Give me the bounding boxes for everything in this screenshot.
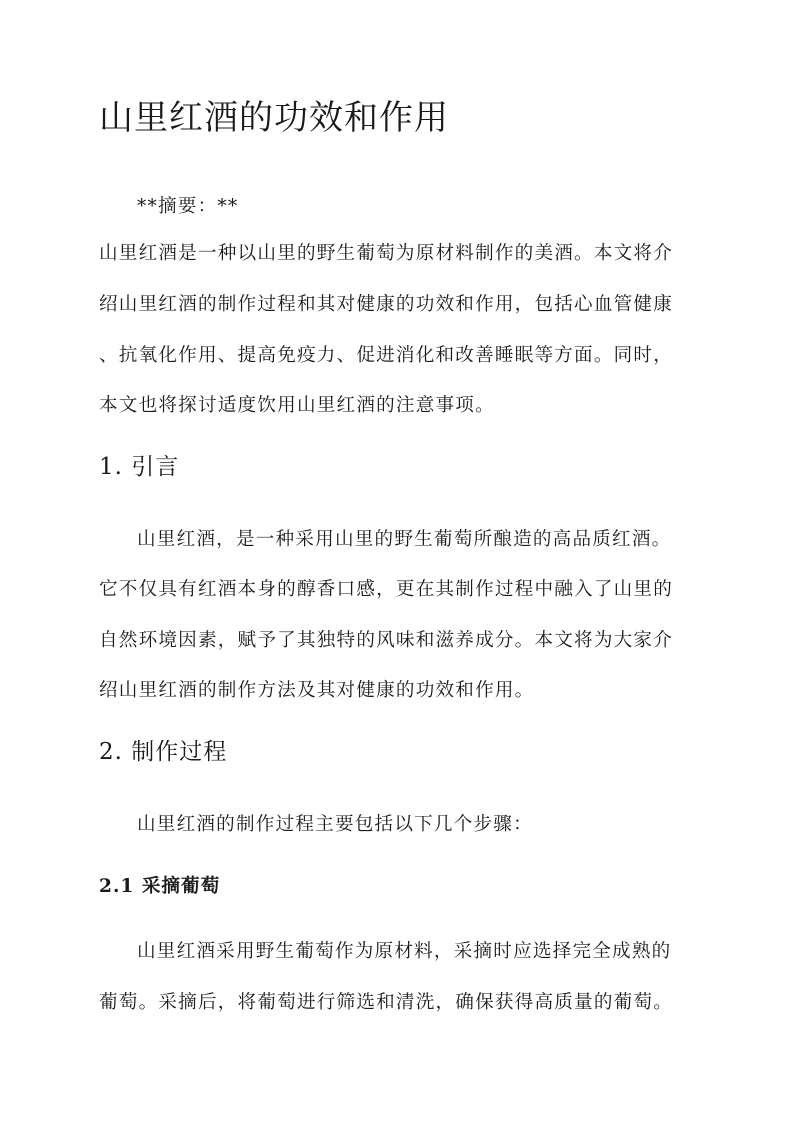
abstract-line: 山里红酒是一种以山里的野生葡萄为原材料制作的美酒。本文将介: [99, 243, 674, 264]
abstract-line: 本文也将探讨适度饮用山里红酒的注意事项。: [99, 395, 495, 416]
paragraph-line: 山里红酒的制作过程主要包括以下几个步骤：: [137, 814, 533, 835]
paragraph-line: 绍山里红酒的制作方法及其对健康的功效和作用。: [99, 680, 535, 701]
paragraph-line: 它不仅具有红酒本身的醇香口感，更在其制作过程中融入了山里的: [99, 579, 674, 600]
paragraph-line: 葡萄。采摘后，将葡萄进行筛选和清洗，确保获得高质量的葡萄。: [99, 992, 674, 1013]
subsection-heading-harvest: 2.1 采摘葡萄: [99, 876, 221, 897]
abstract-label: **摘要：**: [137, 196, 239, 217]
paragraph-line: 山里红酒采用野生葡萄作为原材料，采摘时应选择完全成熟的: [137, 941, 672, 962]
paragraph-line: 自然环境因素，赋予了其独特的风味和滋养成分。本文将为大家介: [99, 630, 674, 651]
section-heading-intro: 1. 引言: [99, 454, 180, 480]
abstract-line: 、抗氧化作用、提高免疫力、促进消化和改善睡眠等方面。同时，: [99, 345, 674, 366]
paragraph-line: 山里红酒，是一种采用山里的野生葡萄所酿造的高品质红酒。: [137, 529, 672, 550]
page-title: 山里红酒的功效和作用: [99, 98, 449, 138]
abstract-line: 绍山里红酒的制作过程和其对健康的功效和作用，包括心血管健康: [99, 294, 674, 315]
section-heading-process: 2. 制作过程: [99, 739, 228, 765]
